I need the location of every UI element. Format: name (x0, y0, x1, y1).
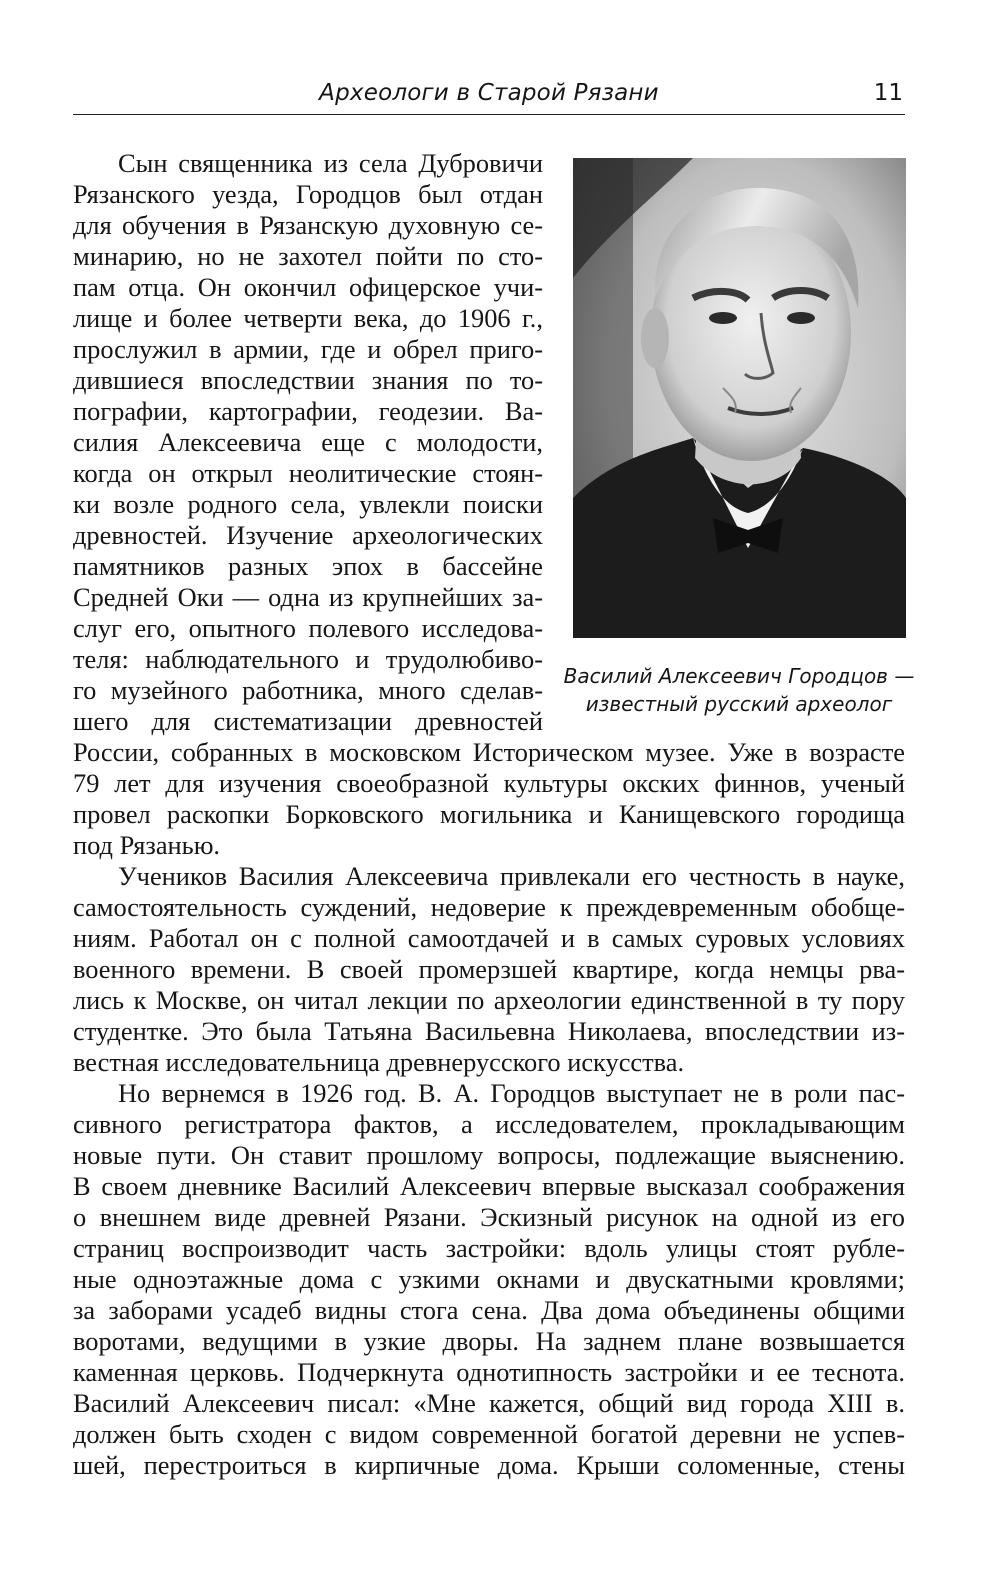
text-line: ные одноэтажные дома с узкими окнами и двускатными кровлями; (73, 1264, 905, 1294)
figure-caption-line-1: Василий Алексеевич Городцов — (563, 664, 915, 688)
text-line: студентке. Это была Татьяна Васильевна Николаева, впоследствии из- (73, 1016, 905, 1046)
figure-caption-line-2: известный русский археолог (585, 692, 893, 716)
text-line: страниц воспроизводит часть застройки: вдоль улицы стоят рубле- (73, 1233, 905, 1263)
page-number: 11 (873, 80, 903, 106)
text-line: слуг его, опытного полевого исследова- (73, 613, 543, 643)
text-line: дившиеся впоследствии знания по то- (73, 365, 543, 395)
text-line: Василий Алексеевич писал: «Мне кажется, общий вид города XIII в. (73, 1388, 905, 1418)
text-line: пографии, картографии, геодезии. Ва- (73, 396, 543, 426)
text-line: Учеников Василия Алексеевича привлекали его честность в науке, (118, 861, 905, 891)
text-line: древностей. Изучение археологических (73, 520, 543, 550)
portrait-photo (573, 158, 906, 638)
text-line: новые пути. Он ставит прошлому вопросы, подлежащие выяснению. (73, 1140, 905, 1170)
text-line: лище и более четверти века, до 1906 г., (73, 303, 543, 333)
text-line: Сын священника из села Дубровичи (118, 148, 543, 178)
text-line: России, собранных в московском Историческом музее. Уже в возрасте (73, 737, 905, 767)
text-line: о внешнем виде древней Рязани. Эскизный рисунок на одной из его (73, 1202, 905, 1232)
text-line: должен быть сходен с видом современной богатой деревни не успев- (73, 1419, 905, 1449)
running-title: Археологи в Старой Рязани (319, 80, 659, 106)
text-line: Но вернемся в 1926 год. В. А. Городцов выступает не в роли пас- (118, 1078, 905, 1108)
text-line: за заборами усадеб видны стога сена. Два дома объединены общими (73, 1295, 905, 1325)
text-line: памятников разных эпох в бассейне (73, 551, 543, 581)
text-line: В своем дневнике Василий Алексеевич впервые высказал соображения (73, 1171, 905, 1201)
running-header (73, 74, 905, 115)
text-line: провел раскопки Борковского могильника и Канищевского городища (73, 799, 905, 829)
text-line: Рязанского уезда, Городцов был отдан (73, 179, 543, 209)
text-line: для обучения в Рязанскую духовную се- (73, 210, 543, 240)
text-line: силия Алексеевича еще с молодости, (73, 427, 543, 457)
text-line: го музейного работника, много сделав- (73, 675, 543, 705)
text-line: Средней Оки — одна из крупнейших за- (73, 582, 543, 612)
text-line: военного времени. В своей промерзшей квартире, когда немцы рва- (73, 954, 905, 984)
text-line: под Рязанью. (73, 830, 221, 860)
text-line: воротами, ведущими в узкие дворы. На заднем плане возвышается (73, 1326, 905, 1356)
text-line: шей, перестроиться в кирпичные дома. Крыши соломенные, стены (73, 1450, 905, 1480)
text-line: 79 лет для изучения своеобразной культуры окских финнов, ученый (73, 768, 905, 798)
text-line: сивного регистратора фактов, а исследователем, прокладывающим (73, 1109, 905, 1139)
text-line: ниям. Работал он с полной самоотдачей и в самых суровых условиях (73, 923, 905, 953)
text-line: самостоятельность суждений, недоверие к преждевременным обобще- (73, 892, 905, 922)
text-line: шего для систематизации древностей (73, 706, 543, 736)
text-line: минарию, но не захотел пойти по сто- (73, 241, 543, 271)
text-line: лись к Москве, он читал лекции по археологии единственной в ту пору (73, 985, 905, 1015)
text-line: ки возле родного села, увлекли поиски (73, 489, 543, 519)
text-line: когда он открыл неолитические стоян- (73, 458, 543, 488)
text-line: вестная исследовательница древнерусского искусства. (73, 1047, 685, 1077)
text-line: каменная церковь. Подчеркнута однотипность застройки и ее теснота. (73, 1357, 905, 1387)
text-line: теля: наблюдательного и трудолюбиво- (73, 644, 543, 674)
text-line: прослужил в армии, где и обрел приго- (73, 334, 543, 364)
text-line: пам отца. Он окончил офицерское учи- (73, 272, 543, 302)
